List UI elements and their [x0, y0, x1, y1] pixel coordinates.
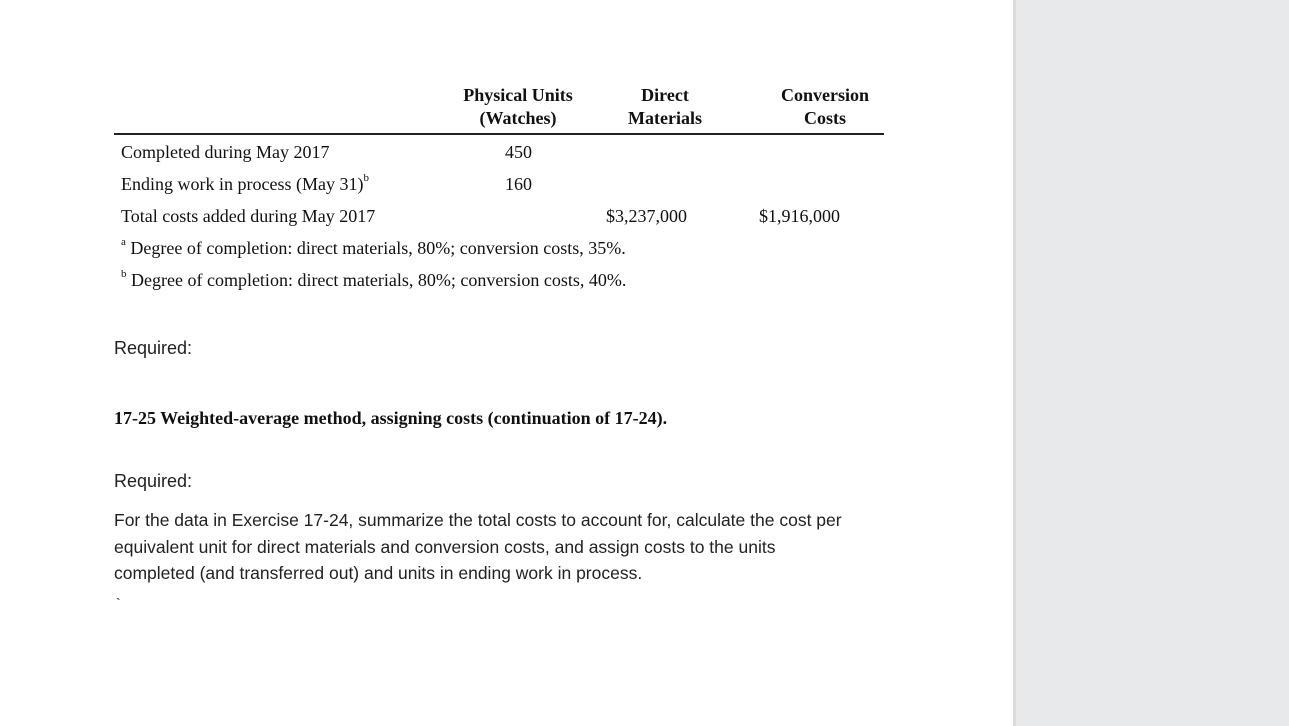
required-label-2: Required: — [114, 471, 193, 491]
footnote-a — [121, 237, 626, 259]
row-total-costs-text: Total costs added during May 2017 — [121, 206, 376, 226]
pane-edge — [1013, 0, 1016, 726]
header-conversion-costs-line2: Costs — [803, 108, 846, 128]
footnote-a-text: Degree of completion: direct materials, 80%; conversion costs, 35%. — [130, 238, 626, 258]
right-side-pane — [1013, 0, 1289, 726]
header-conversion-costs-line1: Conversion — [780, 85, 869, 105]
row-completed-text: Completed during May 2017 — [121, 142, 330, 162]
stray-mark: ` — [116, 595, 121, 611]
row-ending-wip-text: Ending work in process (May 31) — [121, 174, 364, 194]
footnote-a-mark: a — [121, 236, 126, 248]
row-ending-wip-label — [121, 173, 369, 195]
footnote-b-text: Degree of completion: direct materials, 80%; conversion costs, 40%. — [131, 270, 627, 290]
instructions-line-2: equivalent unit for direct materials and conversion costs, and assign costs to the units — [114, 536, 776, 557]
instructions-paragraph — [114, 507, 894, 587]
header-conversion-costs — [760, 84, 890, 130]
row-total-costs-direct-materials: $3,237,000 — [606, 206, 687, 226]
header-direct-materials-line1: Direct — [641, 85, 689, 105]
footnote-b — [121, 269, 626, 291]
header-physical-units-line2: (Watches) — [479, 108, 557, 128]
instructions-line-3: completed (and transferred out) and units in ending work in process. — [114, 563, 643, 583]
exercise-title: 17-25 Weighted-average method, assigning costs (continuation of 17-24). — [114, 408, 668, 428]
row-ending-wip-physical-units: 160 — [505, 174, 532, 194]
header-direct-materials — [605, 84, 725, 130]
table-header-rule — [114, 133, 884, 135]
row-total-costs-conversion-costs: $1,916,000 — [759, 206, 840, 226]
row-completed-label — [121, 141, 329, 163]
header-direct-materials-line2: Materials — [628, 108, 702, 128]
row-completed-physical-units: 450 — [505, 142, 532, 162]
footnote-b-mark: b — [121, 268, 127, 280]
required-label-1: Required: — [114, 338, 193, 358]
instructions-line-1: For the data in Exercise 17-24, summarize the total costs to account for, calculate the cost per — [114, 510, 842, 530]
header-physical-units — [440, 84, 596, 130]
row-ending-wip-footnote-mark: b — [363, 172, 369, 184]
header-physical-units-line1: Physical Units — [463, 85, 573, 105]
row-total-costs-label — [121, 205, 375, 227]
